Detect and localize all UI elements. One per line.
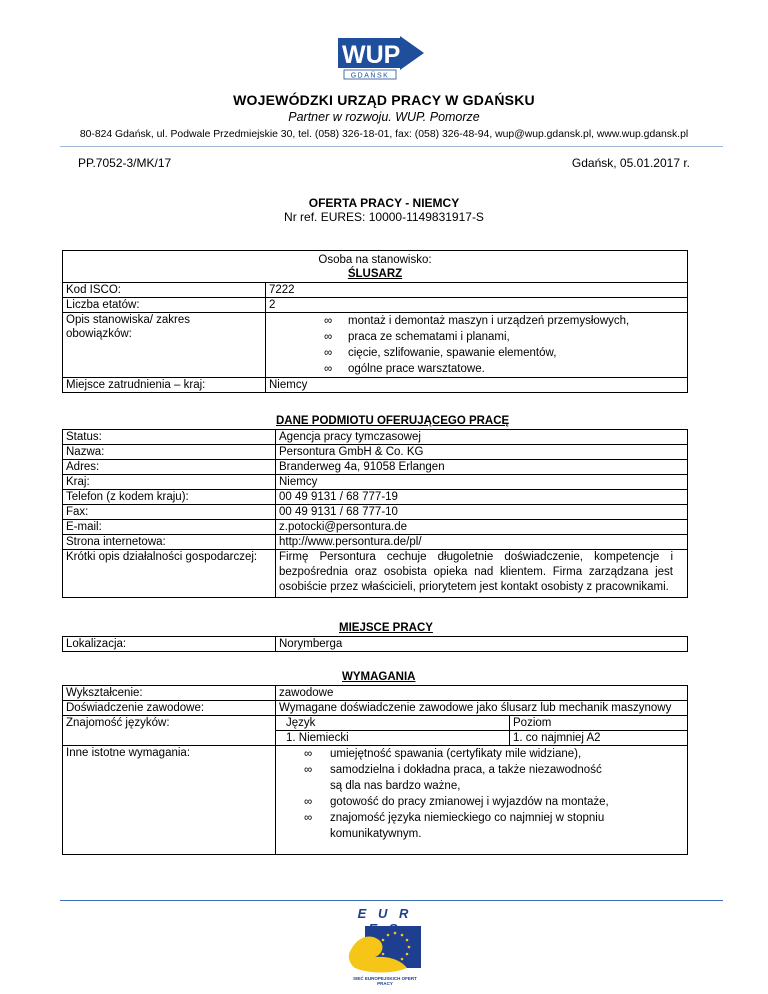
employer-table xyxy=(62,429,688,598)
duties-list xyxy=(266,313,688,378)
level-column-header: Poziom xyxy=(510,716,688,731)
requirement-item: ∞ znajomość języka niemieckiego co najmniej w stopniu komunikatywnym. xyxy=(304,812,605,840)
isco-value: 7222 xyxy=(266,283,688,298)
experience-value: Wymagane doświadczenie zawodowe jako ślusarz lub mechanik maszynowy xyxy=(276,701,688,716)
document-date: Gdańsk, 05.01.2017 r. xyxy=(571,156,690,170)
position-table xyxy=(62,250,688,393)
position-name: ŚLUSARZ xyxy=(347,268,403,280)
language-level: 1. co najmniej A2 xyxy=(510,731,688,746)
other-requirements-list xyxy=(276,746,688,855)
country-label: Kraj: xyxy=(63,475,276,490)
requirements-table xyxy=(62,685,688,855)
duty-item: ∞ praca ze schematami i planami, xyxy=(324,331,510,343)
logo-text: WUP xyxy=(342,41,401,69)
employment-country-label: Miejsce zatrudnienia – kraj: xyxy=(63,378,266,393)
workplace-table xyxy=(62,636,688,652)
company-name-label: Nazwa: xyxy=(63,445,276,460)
address-value: Branderweg 4a, 91058 Erlangen xyxy=(276,460,688,475)
positions-count-value: 2 xyxy=(266,298,688,313)
workplace-heading: MIEJSCE PRACY xyxy=(339,622,433,634)
country-value: Niemcy xyxy=(276,475,688,490)
eures-logo-text: E U R xyxy=(357,906,413,921)
contact-address: 80-824 Gdańsk, ul. Podwale Przedmiejskie 30, tel. (058) 326-18-01, fax: (058) 326-48-94, wup@wup.gdansk.pl, www.wup.gdansk.pl xyxy=(79,129,689,140)
education-value: zawodowe xyxy=(276,686,688,701)
eures-tagline: SIEĆ EUROPEJSKICH OFERT PRACY xyxy=(353,976,417,986)
tagline: Partner w rozwoju. WUP. Pomorze xyxy=(288,110,480,124)
eures-reference: Nr ref. EURES: 10000-1149831917-S xyxy=(284,210,484,224)
eures-logo xyxy=(345,924,425,976)
company-name-value: Persontura GmbH & Co. KG xyxy=(276,445,688,460)
duty-item: ∞ cięcie, szlifowanie, spawanie elementów, xyxy=(324,347,557,359)
company-description: Firmę Persontura cechuje długoletnie doświadczenie, kompetencje i bezpośrednia oraz osobista opieka nad klientem. Firma zarządzana jest osobiście przez właścicieli, priorytetem jest kontakt osobisty z pracownikami. xyxy=(276,550,688,598)
website-link[interactable]: http://www.persontura.de/pl/ xyxy=(276,535,688,550)
offer-title: OFERTA PRACY - NIEMCY xyxy=(308,196,460,210)
footer-divider xyxy=(60,900,723,901)
status-value: Agencja pracy tymczasowej xyxy=(276,430,688,445)
duty-item: ∞ ogólne prace warsztatowe. xyxy=(324,363,485,375)
address-label: Adres: xyxy=(63,460,276,475)
languages-label: Znajomość języków: xyxy=(63,716,276,746)
duties-label: Opis stanowiska/ zakres obowiązków: xyxy=(63,313,266,378)
positions-count-label: Liczba etatów: xyxy=(63,298,266,313)
status-label: Status: xyxy=(63,430,276,445)
wup-logo xyxy=(338,36,426,80)
website-label: Strona internetowa: xyxy=(63,535,276,550)
header-divider xyxy=(60,146,723,147)
phone-value: 00 49 9131 / 68 777-19 xyxy=(276,490,688,505)
locality-label: Lokalizacja: xyxy=(63,637,276,652)
fax-label: Fax: xyxy=(63,505,276,520)
fax-value: 00 49 9131 / 68 777-10 xyxy=(276,505,688,520)
email-value[interactable]: z.potocki@persontura.de xyxy=(276,520,688,535)
employer-heading: DANE PODMIOTU OFERUJĄCEGO PRACĘ xyxy=(276,415,510,427)
requirement-item: ∞ gotowość do pracy zmianowej i wyjazdów na montaże, xyxy=(304,796,609,808)
education-label: Wykształcenie: xyxy=(63,686,276,701)
other-requirements-label: Inne istotne wymagania: xyxy=(63,746,276,855)
experience-label: Doświadczenie zawodowe: xyxy=(63,701,276,716)
email-label: E-mail: xyxy=(63,520,276,535)
language-name: 1. Niemiecki xyxy=(276,731,510,746)
position-heading: Osoba na stanowisko: xyxy=(318,254,432,266)
requirement-item: ∞ umiejętność spawania (certyfikaty mile widziane), xyxy=(304,748,582,760)
reference-number: PP.7052-3/MK/17 xyxy=(78,156,172,170)
duty-item: ∞ montaż i demontaż maszyn i urządzeń przemysłowych, xyxy=(324,315,630,327)
requirements-heading: WYMAGANIA xyxy=(342,671,416,683)
organization-name: WOJEWÓDZKI URZĄD PRACY W GDAŃSKU xyxy=(233,92,535,108)
description-label: Krótki opis działalności gospodarczej: xyxy=(63,550,276,598)
language-column-header: Język xyxy=(276,716,510,731)
phone-label: Telefon (z kodem kraju): xyxy=(63,490,276,505)
isco-label: Kod ISCO: xyxy=(63,283,266,298)
logo-subtext: GDAŃSK xyxy=(350,72,390,80)
requirement-item: ∞ samodzielna i dokładna praca, a także niezawodność są dla nas bardzo ważne, xyxy=(304,764,602,792)
employment-country-value: Niemcy xyxy=(266,378,688,393)
locality-value: Norymberga xyxy=(276,637,688,652)
